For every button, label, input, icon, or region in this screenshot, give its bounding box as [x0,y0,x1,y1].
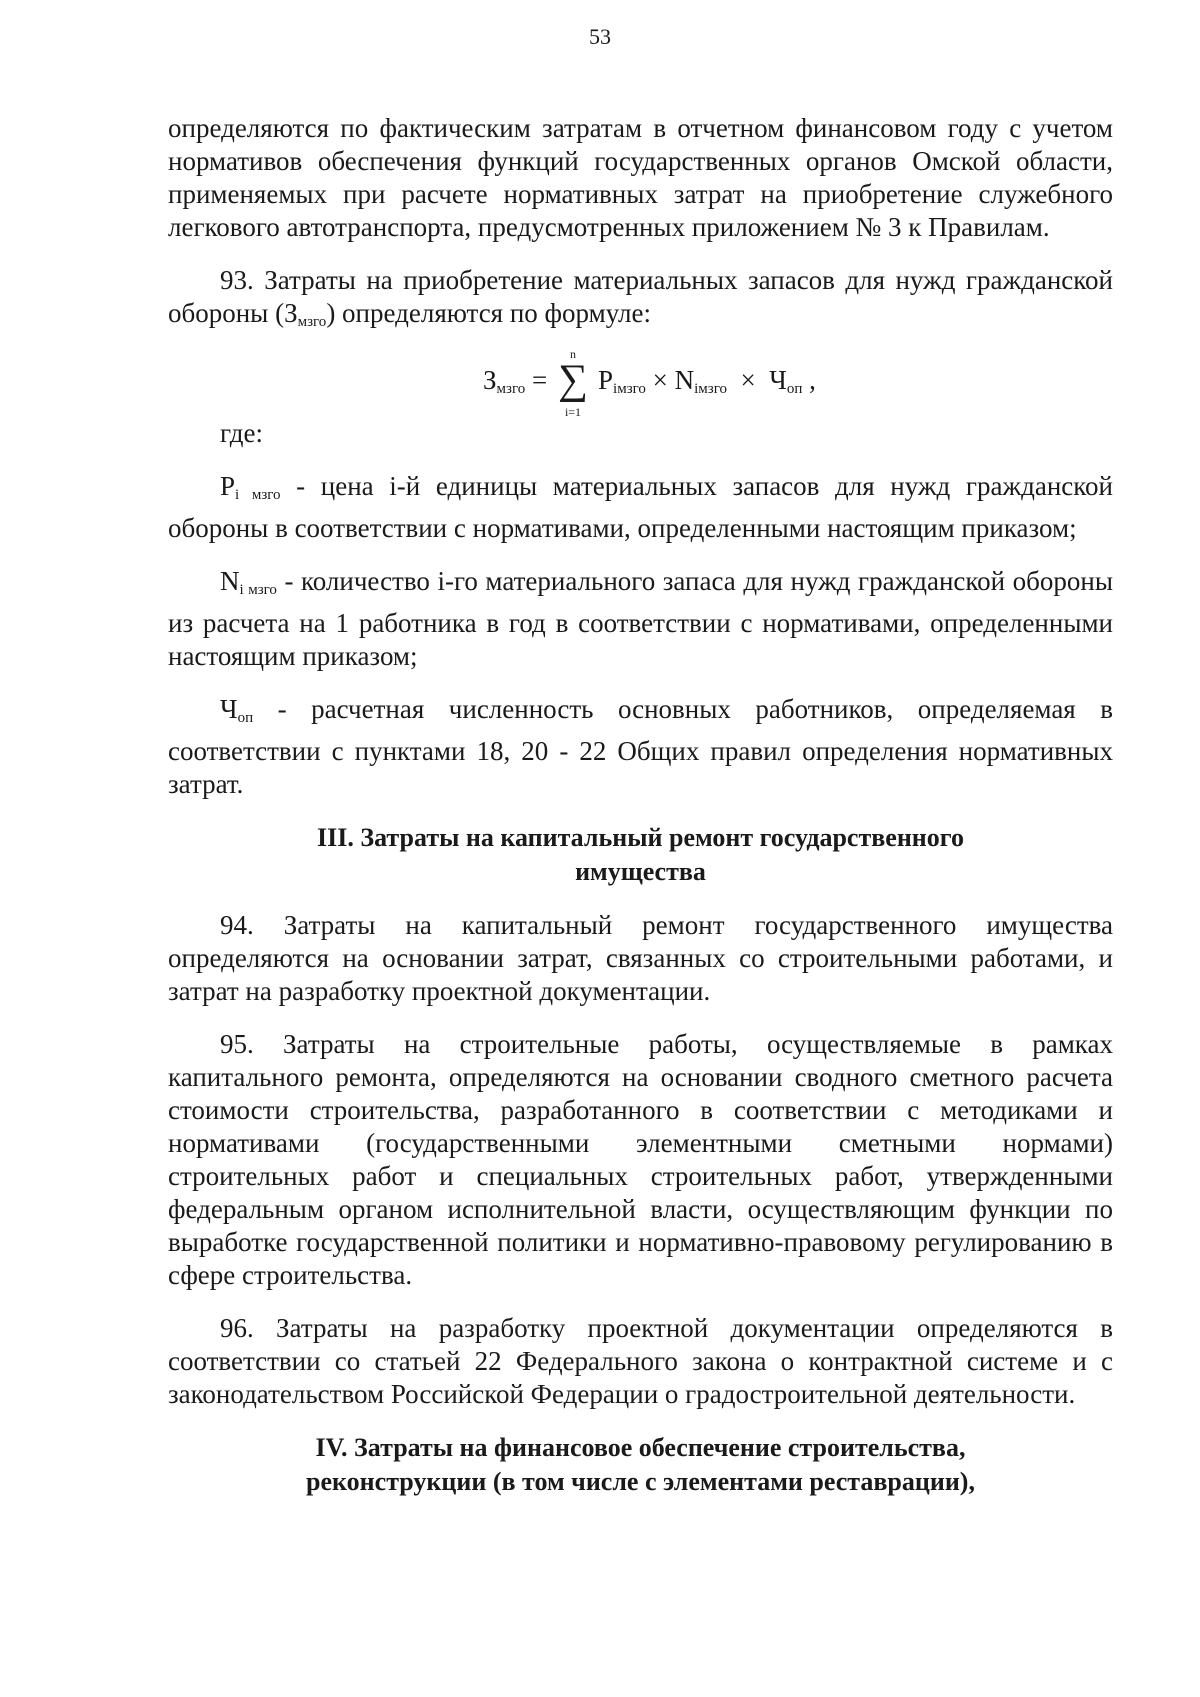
formula-rhs: $P_{iмзго} \times N_{iмзго} \times Ч_{оп}$ , [598,365,816,397]
section-3-heading-line2: имущества [575,857,706,886]
definition-p: $P_{i мзго}$ - цена i-й единицы материальных запасов для нужд гражданской обороны в соответствии с нормативами, определенными настоящим приказом; [168,471,1113,543]
paragraph-continuation: определяются по фактическим затратам в отчетном финансовом году с учетом нормативов обеспечения функций государственных органов Омской области, применяемых при расчете нормативных затрат на приобретение служебного легкового автотранспорта, предусмотренных приложением № 3 к Правилам. [168,113,1113,242]
section-4-heading-line1: IV. Затраты на финансовое обеспечение строительства, [315,1433,966,1462]
section-4-heading-line2: реконструкции (в том числе с элементами реставрации), [306,1467,975,1496]
paragraph-96: 96. Затраты на разработку проектной документации определяются в соответствии со статьей 22 Федерального закона о контрактной системе и с законодательством Российской Федерации о градостроительной деятельности. [168,1313,1113,1409]
paragraph-93: 93. Затраты на приобретение материальных запасов для нужд гражданской обороны $(З_{мзго})$ определяются по формуле: [168,265,1113,330]
section-3-heading [168,821,1113,889]
section-3-heading-line1: III. Затраты на капитальный ремонт государственного [317,823,964,852]
section-4-heading [168,1431,1113,1499]
page-number: 53 [589,24,611,49]
definition-ch: $Ч_{оп}$ - расчетная численность основных работников, определяемая в соответствии с пунктами 18, 20 - 22 Общих правил определения нормативных затрат. [168,694,1113,799]
document-body [168,112,1113,1499]
formula: $З_{мзго}$ = n ∑ i=1 $P_{iмзго} \times N_{iмзго} \times Ч_{оп}$ , [483,347,816,419]
paragraph-95: 95. Затраты на строительные работы, осуществляемые в рамках капитального ремонта, определяются на основании сводного сметного расчета стоимости строительства, разработанного в соответствии с методиками и нормативами (государственными элементными сметными нормами) строительных работ и специальных строительных работ, утвержденными федеральным органом исполнительной власти, осуществляющим функции по выработке государственной политики и нормативно-правовому регулированию в сфере строительства. [168,1029,1113,1290]
where-label: где: [220,418,263,448]
paragraph-94: 94. Затраты на капитальный ремонт государственного имущества определяются на основании затрат, связанных со строительными работами, и затрат на разработку проектной документации. [168,910,1113,1006]
definition-n: $N_{i мзго}$ - количество i-го материального запаса для нужд гражданской обороны из расчета на 1 работника в год в соответствии с нормативами, определенными настоящим приказом; [168,566,1113,671]
formula-lhs: $З_{мзго}$ = [483,365,548,397]
